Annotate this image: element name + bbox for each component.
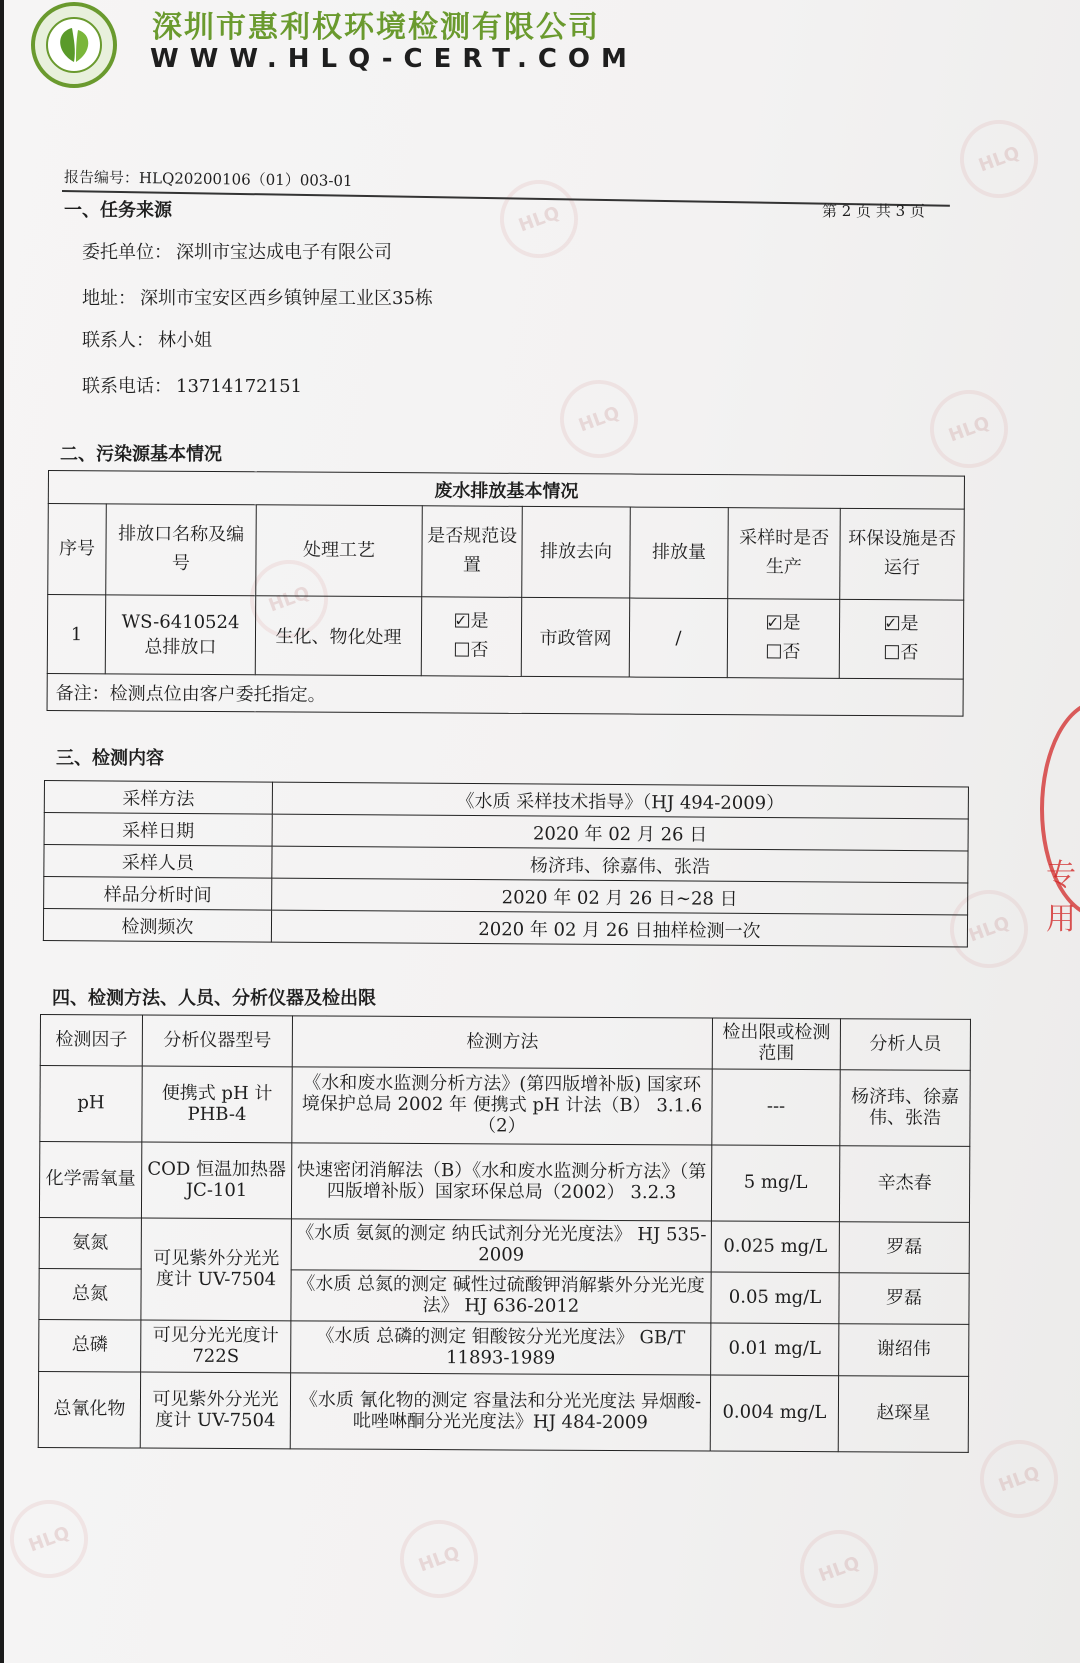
watermark-logo: HLQ [389,1509,489,1609]
watermark-logo: HLQ [789,1519,889,1619]
checkbox-yes: ✓是 [884,610,918,639]
watermark-logo: HLQ [239,549,339,649]
column-header: 序号 [48,504,107,595]
client-phone: 联系电话： 13714172151 [82,376,302,397]
limit-cell: 0.025 mg/L [711,1221,839,1273]
methods-table [38,1014,971,1453]
section-pollution-source: 二、污染源基本情况 [60,444,222,465]
instrument-cell: 可见紫外分光光度计 UV-7504 [141,1218,292,1321]
checked-box-icon [455,614,469,628]
section-task-source: 一、任务来源 [64,200,172,221]
watermark-logo: HLQ [949,109,1049,209]
method-cell: 《水质 氰化物的测定 容量法和分光光度法 异烟酸-吡唑啉酮分光光度法》HJ 484-2009 [290,1373,710,1451]
row-value: 《水质 采样技术指导》（HJ 494-2009） [272,782,968,819]
destination-cell: 市政管网 [521,597,629,677]
factor-cell: 化学需氧量 [39,1142,141,1219]
watermark-logo: HLQ [919,379,1019,479]
row-label: 采样日期 [44,813,272,847]
table-row [39,1142,969,1223]
checkbox-yes: ✓是 [454,608,488,637]
analyst-cell: 辛杰春 [839,1146,969,1223]
process-cell: 生化、物化处理 [255,596,421,676]
limit-cell: --- [712,1069,840,1146]
method-cell: 快速密闭消解法（B）《水和废水监测分析方法》（第四版增补版）国家环保总局（2002） 3.2.3 [291,1143,711,1221]
row-label: 样品分析时间 [44,877,272,911]
watermark-logo: HLQ [939,879,1039,979]
section-methods: 四、检测方法、人员、分析仪器及检出限 [52,988,376,1009]
analyst-cell: 罗磊 [839,1273,969,1325]
watermark-logo: HLQ [489,169,589,269]
column-header: 处理工艺 [256,505,423,597]
column-header: 分析仪器型号 [142,1015,292,1067]
column-header: 检测方法 [292,1016,712,1069]
row-label: 采样人员 [44,845,272,879]
column-header: 环保设施是否运行 [840,508,965,600]
column-header: 分析人员 [840,1019,970,1071]
client-address: 地址： 深圳市宝安区西乡镇钟屋工业区35栋 [82,288,433,309]
wastewater-table [47,470,965,717]
analyst-cell: 赵琛星 [838,1376,968,1453]
factor-cell: 总氰化物 [38,1371,140,1448]
standard-setting-cell [421,597,521,677]
limit-cell: 0.01 mg/L [711,1323,839,1376]
client-unit: 委托单位： 深圳市宝达成电子有限公司 [82,242,392,263]
analyst-cell: 杨济玮、徐嘉伟、张浩 [840,1070,970,1147]
company-website: WWW.HLQ-CERT.COM [150,44,638,74]
instrument-cell: 可见紫外分光光度计 UV-7504 [140,1372,290,1449]
factor-cell: 总磷 [39,1319,141,1372]
row-label: 采样方法 [44,781,272,815]
client-contact: 联系人： 林小姐 [82,330,212,351]
column-header: 排放口名称及编号 [106,504,257,596]
table-row [47,595,963,680]
column-header: 排放量 [630,507,729,599]
instrument-cell: COD 恒温加热器 JC-101 [141,1142,291,1219]
instrument-cell: 便携式 pH 计 PHB-4 [142,1066,292,1143]
method-cell: 《水质 氨氮的测定 纳氏试剂分光光度法》 HJ 535-2009 [291,1219,711,1272]
checkbox-no: 否 [454,636,488,665]
analyst-cell: 谢绍伟 [839,1324,969,1377]
instrument-cell: 可见分光光度计 722S [141,1320,291,1373]
row-value: 杨济玮、徐嘉伟、张浩 [272,846,968,883]
empty-box-icon [454,642,468,656]
column-header: 排放去向 [522,506,631,598]
volume-cell: / [629,598,727,678]
checkbox-yes: ✓是 [766,610,800,639]
page-number: 第 2 页 共 3 页 [822,202,925,220]
outlet-cell [105,595,255,675]
seal-stamp-text: 专用 [1046,858,1076,937]
seq-cell: 1 [47,595,105,674]
column-header: 是否规范设置 [422,506,523,598]
watermark-logo: HLQ [0,1489,99,1589]
row-value: 2020 年 02 月 26 日 [272,814,968,851]
outlet-name: 总排放口 [144,636,217,658]
checked-box-icon [767,616,781,630]
production-cell [727,599,839,679]
detection-content-table [43,780,969,947]
watermark-logo: HLQ [549,369,649,469]
method-cell: 《水和废水监测分析方法》(第四版增补版) 国家环境保护总局 2002 年 便携式 pH 计法（B） 3.1.6（2） [292,1067,712,1145]
table-row [39,1217,969,1273]
factor-cell: 总氮 [39,1268,141,1320]
table-row [38,1371,968,1452]
checked-box-icon [885,616,899,630]
table-note: 备注：检测点位由客户委托指定。 [47,673,963,716]
method-cell: 《水质 总氮的测定 碱性过硫酸钾消解紫外分光光度法》 HJ 636-2012 [291,1270,711,1323]
binding-edge [0,0,4,1663]
watermark-logo: HLQ [969,1429,1069,1529]
empty-box-icon [766,644,780,658]
checkbox-no: 否 [766,638,800,667]
row-value: 2020 年 02 月 26 日抽样检测一次 [271,910,967,947]
wastewater-table-title: 废水排放基本情况 [48,471,964,510]
empty-box-icon [884,645,898,659]
factor-cell: pH [40,1066,142,1143]
company-name: 深圳市惠利权环境检测有限公司 [152,10,600,45]
report-number: 报告编号：HLQ20200106（01）003-01 [63,167,353,191]
table-row [39,1319,969,1376]
company-logo [26,2,122,92]
column-header: 检测因子 [40,1015,142,1067]
column-header: 检出限或检测范围 [712,1018,840,1070]
header-divider [62,190,950,207]
method-cell: 《水质 总磷的测定 钼酸铵分光光度法》 GB/T 11893-1989 [291,1321,711,1375]
limit-cell: 5 mg/L [711,1145,839,1222]
limit-cell: 0.004 mg/L [710,1375,838,1452]
section-detection-content: 三、检测内容 [56,748,164,769]
limit-cell: 0.05 mg/L [711,1272,839,1324]
table-row [40,1066,970,1147]
outlet-code: WS-6410524 [121,610,240,633]
column-header: 采样时是否生产 [728,508,841,600]
analyst-cell: 罗磊 [839,1222,969,1274]
factor-cell: 氨氮 [39,1217,141,1269]
checkbox-no: 否 [884,639,918,668]
facility-running-cell [839,599,963,679]
row-label: 检测频次 [43,909,271,943]
table-row [43,909,967,947]
row-value: 2020 年 02 月 26 日~28 日 [272,878,968,915]
